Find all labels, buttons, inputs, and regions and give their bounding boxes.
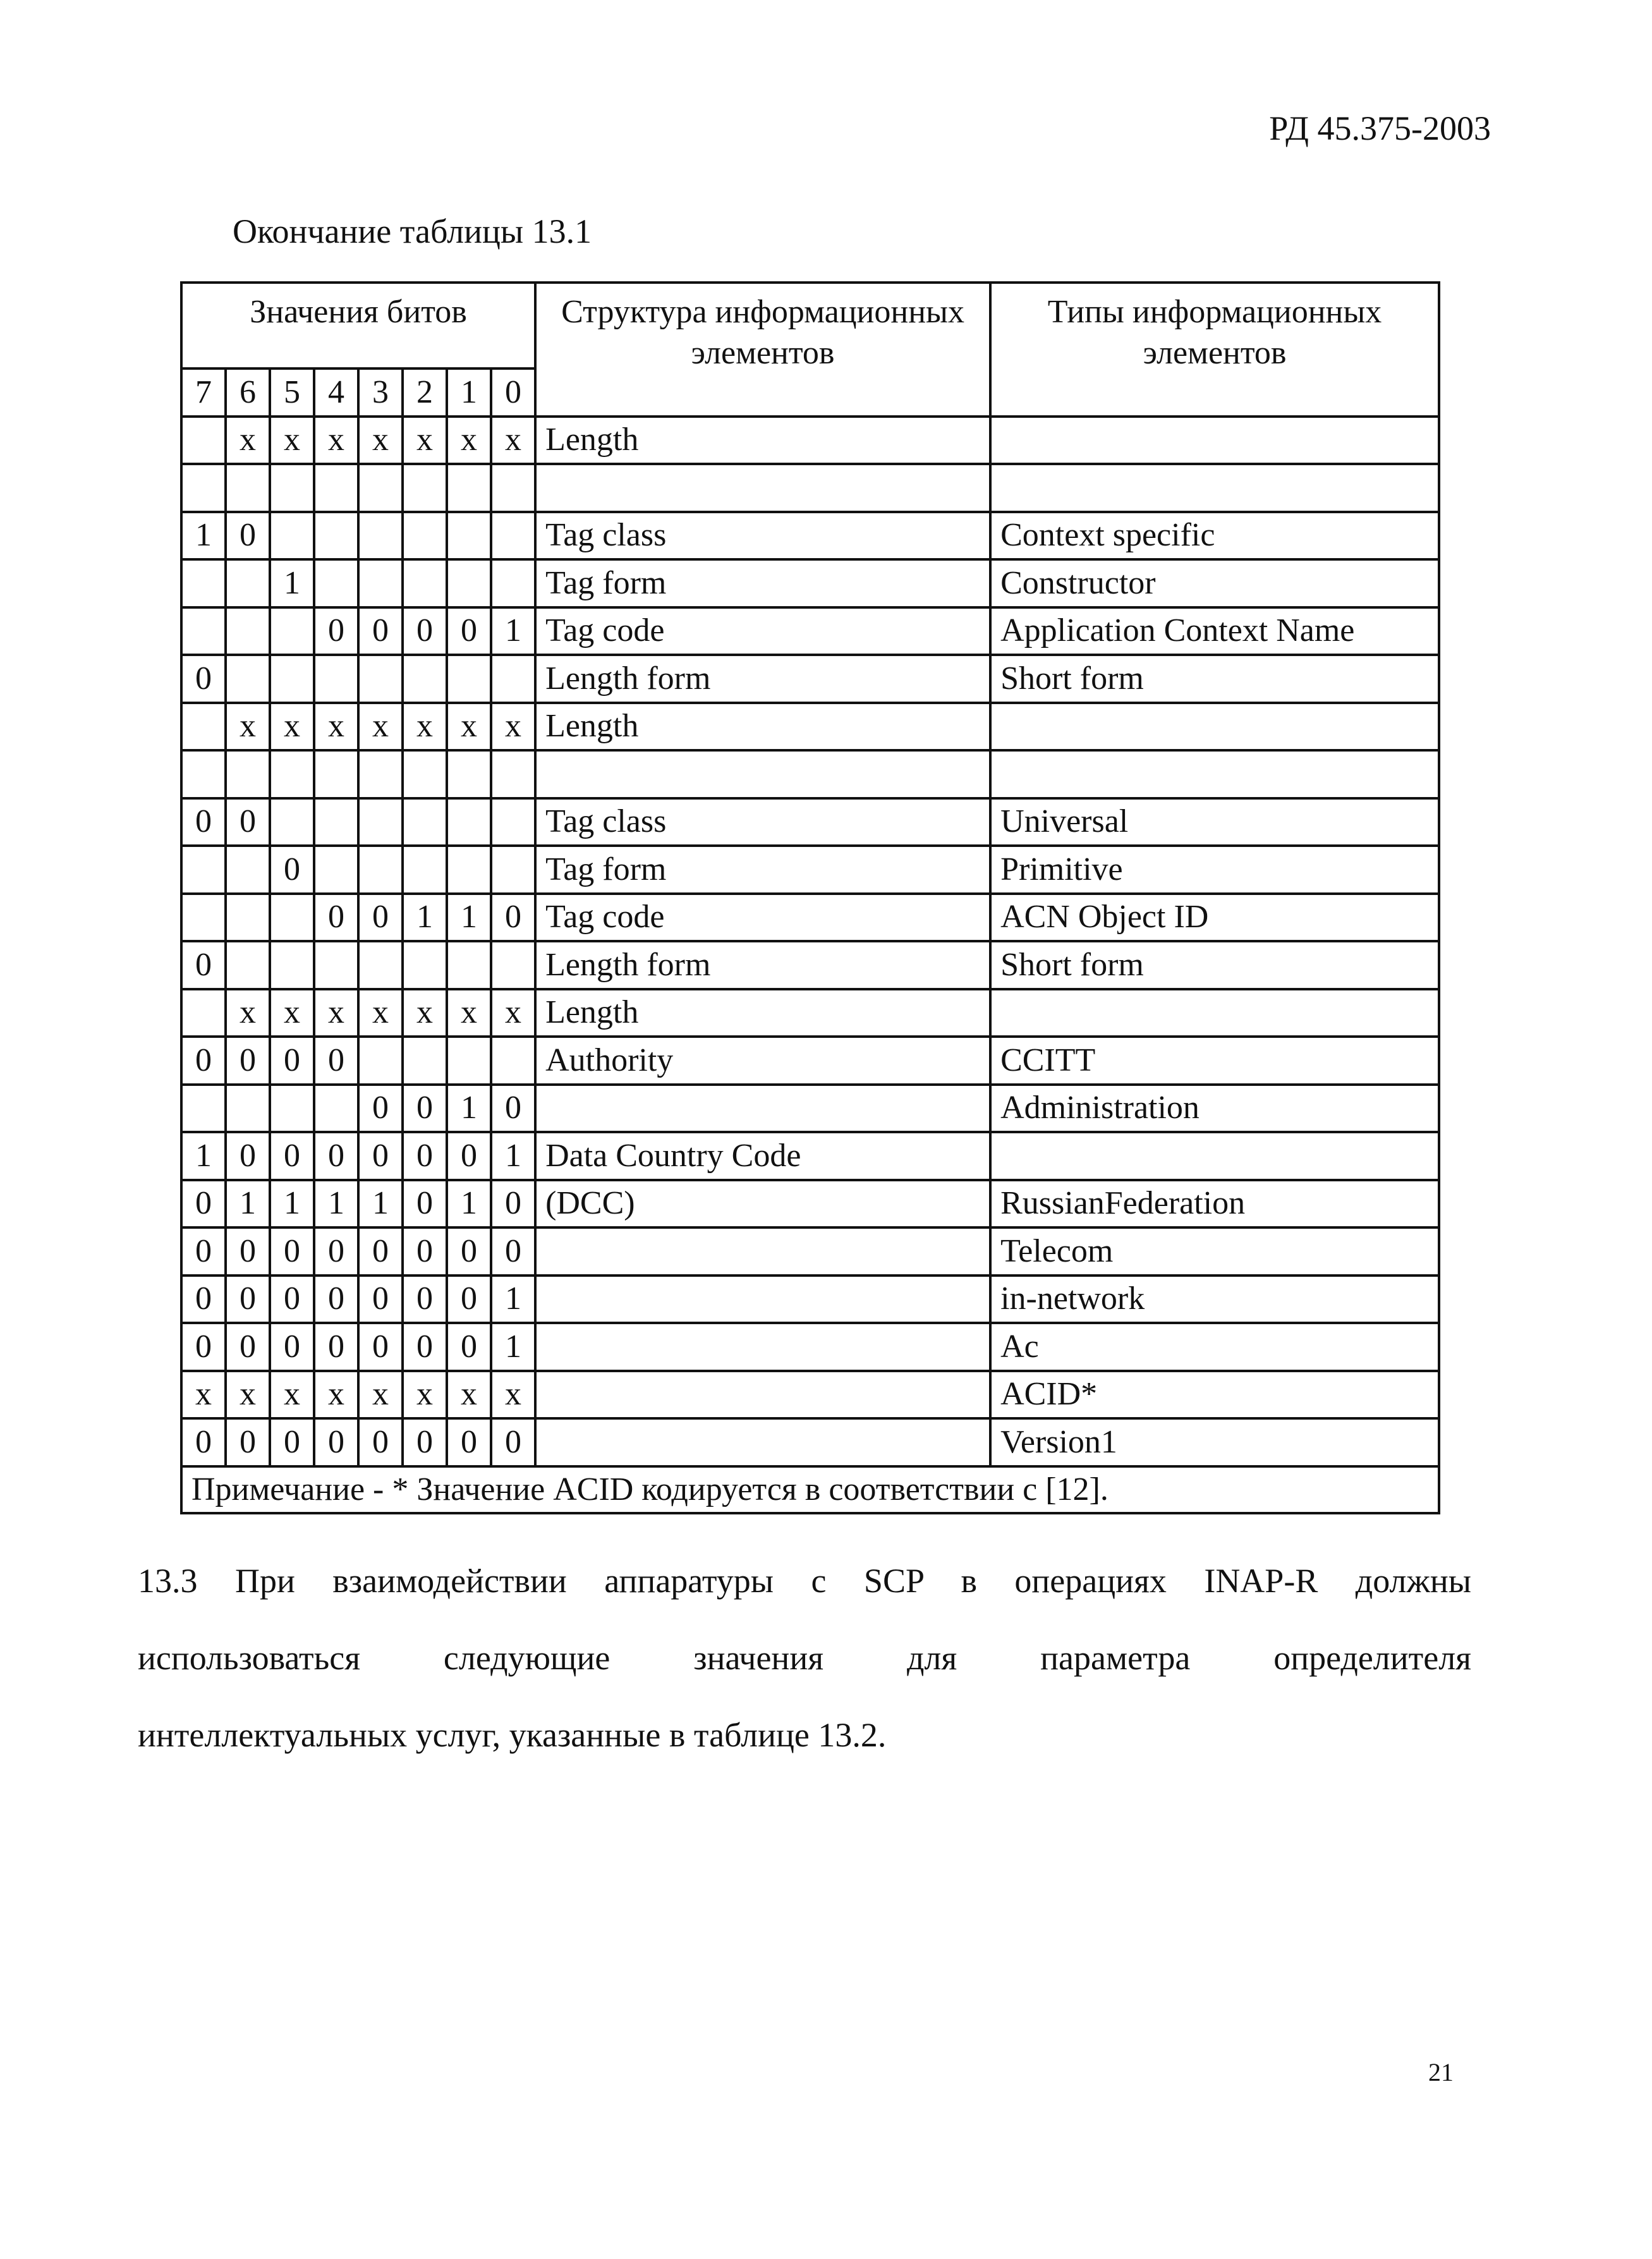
bit-cell — [358, 464, 403, 512]
bit-cell: 1 — [491, 1323, 535, 1371]
bit-cell: 0 — [181, 1276, 226, 1324]
bit-cell: 0 — [314, 1037, 358, 1085]
bit-cell: x — [491, 417, 535, 465]
bit-cell — [314, 798, 358, 846]
type-cell: Version1 — [990, 1418, 1439, 1466]
bit-cell: 0 — [226, 1037, 270, 1085]
bit-cell: x — [358, 703, 403, 751]
bit-cell: 0 — [226, 1276, 270, 1324]
bit-cell — [491, 941, 535, 989]
bit-cell: 0 — [270, 1276, 314, 1324]
bit-cell: x — [358, 1371, 403, 1419]
bit-cell — [181, 846, 226, 894]
bit-cell: 0 — [226, 798, 270, 846]
bit-cell — [447, 559, 491, 607]
type-cell: ACID* — [990, 1371, 1439, 1419]
paragraph-13-3 — [138, 1542, 1471, 1774]
table-row — [181, 1418, 1439, 1466]
bit-cell — [181, 894, 226, 942]
bit-cell — [314, 464, 358, 512]
type-cell: Short form — [990, 655, 1439, 703]
bit-cell — [447, 464, 491, 512]
type-cell — [990, 703, 1439, 751]
structure-cell: Length form — [535, 941, 990, 989]
bit-cell — [226, 941, 270, 989]
bit-cell — [491, 1037, 535, 1085]
bit-cell: x — [447, 1371, 491, 1419]
bit-cell: x — [270, 703, 314, 751]
structure-cell — [535, 1227, 990, 1276]
bit-cell: 0 — [270, 1227, 314, 1276]
type-cell — [990, 464, 1439, 512]
bit-cell — [314, 750, 358, 798]
bit-cell — [314, 512, 358, 560]
bit-cell: 0 — [403, 1276, 447, 1324]
bit-cell: 0 — [181, 1227, 226, 1276]
bit-cell — [403, 655, 447, 703]
structure-cell: Tag form — [535, 559, 990, 607]
bit-cell: 0 — [358, 1085, 403, 1133]
table-row — [181, 1323, 1439, 1371]
bit-cell — [358, 655, 403, 703]
table-caption: Окончание таблицы 13.1 — [233, 212, 592, 250]
bit-cell: x — [314, 703, 358, 751]
bit-cell — [226, 1085, 270, 1133]
table-row — [181, 655, 1439, 703]
bit-cell: 0 — [226, 1418, 270, 1466]
type-cell: Application Context Name — [990, 607, 1439, 655]
bit-cell: 0 — [403, 1418, 447, 1466]
bit-cell: x — [491, 989, 535, 1037]
header-bit-values: Значения битов — [181, 283, 535, 368]
bit-cell: 1 — [447, 1085, 491, 1133]
type-cell: Context specific — [990, 512, 1439, 560]
bit-number: 1 — [447, 368, 491, 417]
paragraph-line: интеллектуальных услуг, указанные в таблице 13.2. — [138, 1716, 887, 1754]
bit-cell — [403, 1037, 447, 1085]
structure-cell — [535, 1085, 990, 1133]
type-cell: Constructor — [990, 559, 1439, 607]
structure-cell: Data Country Code — [535, 1132, 990, 1180]
bit-cell — [181, 1085, 226, 1133]
type-cell: ACN Object ID — [990, 894, 1439, 942]
bit-cell: 1 — [447, 894, 491, 942]
page-number: 21 — [1428, 2058, 1454, 2086]
bit-cell — [270, 750, 314, 798]
bit-cell — [447, 655, 491, 703]
bit-number: 2 — [403, 368, 447, 417]
paragraph-line: использоваться следующие значения для параметра определителя — [138, 1639, 1471, 1677]
type-cell: Telecom — [990, 1227, 1439, 1276]
type-cell: Administration — [990, 1085, 1439, 1133]
bit-cell: 0 — [403, 1132, 447, 1180]
bit-cell: x — [447, 703, 491, 751]
bit-cell — [226, 655, 270, 703]
structure-cell: Tag code — [535, 607, 990, 655]
bit-cell — [270, 607, 314, 655]
bit-cell — [270, 655, 314, 703]
structure-cell: Tag form — [535, 846, 990, 894]
structure-cell: Length — [535, 703, 990, 751]
bit-cell: 0 — [403, 1085, 447, 1133]
bit-cell — [270, 798, 314, 846]
table-row — [181, 417, 1439, 465]
bit-cell — [226, 607, 270, 655]
bit-cell: 0 — [358, 1227, 403, 1276]
structure-cell: Tag class — [535, 512, 990, 560]
bit-number: 6 — [226, 368, 270, 417]
type-cell: Ac — [990, 1323, 1439, 1371]
table-row — [181, 846, 1439, 894]
bit-cell — [226, 750, 270, 798]
bit-cell: 0 — [226, 1227, 270, 1276]
table-row — [181, 989, 1439, 1037]
table-row — [181, 941, 1439, 989]
table-row — [181, 1276, 1439, 1324]
bit-cell: 1 — [181, 1132, 226, 1180]
bit-cell: x — [226, 1371, 270, 1419]
table-row — [181, 1180, 1439, 1228]
table-row — [181, 703, 1439, 751]
bit-cell — [181, 464, 226, 512]
bit-cell: 0 — [270, 1418, 314, 1466]
type-cell — [990, 417, 1439, 465]
bit-cell: 1 — [447, 1180, 491, 1228]
bit-cell: x — [403, 417, 447, 465]
bit-cell — [403, 512, 447, 560]
table-row — [181, 464, 1439, 512]
bit-cell: 0 — [181, 1180, 226, 1228]
document-id: РД 45.375-2003 — [1269, 109, 1491, 147]
bit-cell — [314, 1085, 358, 1133]
bit-cell — [226, 464, 270, 512]
bit-values-table — [180, 281, 1440, 1514]
bit-cell: 0 — [403, 1227, 447, 1276]
bit-cell — [491, 846, 535, 894]
bit-cell: 1 — [491, 1132, 535, 1180]
bit-cell: 0 — [314, 1276, 358, 1324]
bit-cell — [447, 750, 491, 798]
bit-cell: x — [447, 989, 491, 1037]
bit-cell: 1 — [491, 1276, 535, 1324]
bit-cell: 0 — [447, 1418, 491, 1466]
bit-cell: 1 — [270, 1180, 314, 1228]
structure-cell — [535, 464, 990, 512]
bit-cell: x — [403, 989, 447, 1037]
type-cell: Primitive — [990, 846, 1439, 894]
bit-cell: 0 — [181, 655, 226, 703]
bit-cell: 1 — [226, 1180, 270, 1228]
bit-cell: 1 — [491, 607, 535, 655]
bit-cell: 0 — [181, 1323, 226, 1371]
bit-number: 3 — [358, 368, 403, 417]
bit-cell — [358, 750, 403, 798]
bit-cell — [403, 846, 447, 894]
bit-cell — [314, 846, 358, 894]
bit-cell — [447, 846, 491, 894]
bit-cell — [270, 1085, 314, 1133]
bit-number: 0 — [491, 368, 535, 417]
table-row — [181, 798, 1439, 846]
bit-cell: 0 — [447, 1276, 491, 1324]
bit-number: 5 — [270, 368, 314, 417]
bit-cell: x — [181, 1371, 226, 1419]
structure-cell: Length form — [535, 655, 990, 703]
bit-cell: 1 — [358, 1180, 403, 1228]
bit-cell: 0 — [270, 846, 314, 894]
bit-cell: 0 — [491, 894, 535, 942]
bit-cell: x — [314, 1371, 358, 1419]
bit-cell — [181, 989, 226, 1037]
bit-cell — [358, 798, 403, 846]
bit-cell — [270, 512, 314, 560]
structure-cell: (DCC) — [535, 1180, 990, 1228]
bit-cell: 0 — [314, 1132, 358, 1180]
bit-cell: 0 — [358, 894, 403, 942]
table-row — [181, 1227, 1439, 1276]
bit-cell — [447, 1037, 491, 1085]
bit-cell — [270, 894, 314, 942]
bit-number: 4 — [314, 368, 358, 417]
bit-cell: 0 — [314, 1418, 358, 1466]
bit-cell: 0 — [270, 1132, 314, 1180]
bit-cell: 0 — [314, 894, 358, 942]
bit-cell: x — [270, 417, 314, 465]
bit-cell: 0 — [403, 1323, 447, 1371]
structure-cell: Length — [535, 417, 990, 465]
structure-cell: Tag code — [535, 894, 990, 942]
bit-cell: 1 — [314, 1180, 358, 1228]
type-cell: CCITT — [990, 1037, 1439, 1085]
bit-cell — [226, 846, 270, 894]
bit-cell: x — [226, 703, 270, 751]
bit-cell: 0 — [226, 1323, 270, 1371]
table-row — [181, 1085, 1439, 1133]
bit-cell: x — [403, 703, 447, 751]
bit-cell: 0 — [314, 607, 358, 655]
bit-cell — [358, 846, 403, 894]
bit-cell — [491, 798, 535, 846]
bit-cell: x — [491, 703, 535, 751]
bit-cell: x — [358, 989, 403, 1037]
bit-cell: x — [270, 1371, 314, 1419]
structure-cell: Tag class — [535, 798, 990, 846]
bit-cell — [314, 941, 358, 989]
header-structure: Структура информационных элементов — [535, 283, 990, 417]
bit-cell — [491, 655, 535, 703]
type-cell: Universal — [990, 798, 1439, 846]
bit-cell — [447, 512, 491, 560]
table-row — [181, 512, 1439, 560]
bit-cell: 0 — [447, 1227, 491, 1276]
note-row — [181, 1466, 1439, 1513]
table-header-row — [181, 283, 1439, 368]
bit-cell: 0 — [226, 512, 270, 560]
bit-cell — [314, 559, 358, 607]
structure-cell — [535, 1418, 990, 1466]
bit-cell — [491, 512, 535, 560]
type-cell — [990, 750, 1439, 798]
bit-cell — [447, 941, 491, 989]
structure-cell — [535, 750, 990, 798]
bit-cell: 0 — [491, 1418, 535, 1466]
bit-cell — [181, 559, 226, 607]
structure-cell: Authority — [535, 1037, 990, 1085]
bit-cell — [447, 798, 491, 846]
bit-cell — [403, 798, 447, 846]
bit-cell: 0 — [358, 1418, 403, 1466]
bit-cell: x — [226, 989, 270, 1037]
bit-cell — [226, 559, 270, 607]
bit-cell — [491, 464, 535, 512]
bit-cell: x — [270, 989, 314, 1037]
bit-cell: 0 — [181, 1037, 226, 1085]
bit-cell: 0 — [314, 1323, 358, 1371]
table-row — [181, 559, 1439, 607]
bit-cell: 0 — [181, 1418, 226, 1466]
bit-cell — [491, 559, 535, 607]
type-cell: RussianFederation — [990, 1180, 1439, 1228]
bit-cell: 0 — [403, 607, 447, 655]
table-row — [181, 1132, 1439, 1180]
bit-cell — [181, 417, 226, 465]
bit-cell: 0 — [403, 1180, 447, 1228]
bit-cell — [181, 750, 226, 798]
bit-cell — [270, 464, 314, 512]
bit-cell: 0 — [358, 607, 403, 655]
bit-cell: 0 — [270, 1037, 314, 1085]
type-cell — [990, 989, 1439, 1037]
bit-cell: 0 — [358, 1276, 403, 1324]
structure-cell — [535, 1276, 990, 1324]
bit-cell: 0 — [181, 798, 226, 846]
table-row — [181, 894, 1439, 942]
bit-cell: 1 — [403, 894, 447, 942]
bit-cell — [270, 941, 314, 989]
bit-cell — [358, 941, 403, 989]
bit-cell — [181, 703, 226, 751]
structure-cell — [535, 1323, 990, 1371]
bit-cell: x — [314, 989, 358, 1037]
bit-cell: x — [226, 417, 270, 465]
bit-cell — [403, 941, 447, 989]
structure-cell: Length — [535, 989, 990, 1037]
table-row — [181, 750, 1439, 798]
table-body — [181, 417, 1439, 1466]
table-row — [181, 1371, 1439, 1419]
bit-cell: x — [403, 1371, 447, 1419]
bit-cell — [358, 1037, 403, 1085]
bit-cell: 0 — [270, 1323, 314, 1371]
bit-cell: 0 — [491, 1085, 535, 1133]
bit-cell: 0 — [358, 1132, 403, 1180]
structure-cell — [535, 1371, 990, 1419]
bit-cell: 1 — [181, 512, 226, 560]
bit-cell: 0 — [181, 941, 226, 989]
bit-cell — [314, 655, 358, 703]
paragraph-line: 13.3 При взаимодействии аппаратуры с SCP в операциях INAP-R должны — [138, 1562, 1471, 1600]
bit-cell: 0 — [447, 1323, 491, 1371]
bit-cell: 1 — [270, 559, 314, 607]
bit-cell: x — [314, 417, 358, 465]
bit-cell: 0 — [226, 1132, 270, 1180]
bit-cell: 0 — [491, 1227, 535, 1276]
bit-cell — [358, 512, 403, 560]
bit-cell: x — [491, 1371, 535, 1419]
bit-cell: 0 — [447, 607, 491, 655]
bit-cell: x — [447, 417, 491, 465]
bit-cell: 0 — [358, 1323, 403, 1371]
table-note: Примечание - * Значение ACID кодируется в соответствии с [12]. — [181, 1466, 1439, 1513]
bit-cell — [403, 464, 447, 512]
header-types: Типы информационных элементов — [990, 283, 1439, 417]
bit-cell: 0 — [447, 1132, 491, 1180]
bit-cell — [226, 894, 270, 942]
bit-cell — [181, 607, 226, 655]
table-row — [181, 607, 1439, 655]
bit-cell — [403, 559, 447, 607]
bit-cell — [358, 559, 403, 607]
bit-cell — [403, 750, 447, 798]
type-cell: Short form — [990, 941, 1439, 989]
type-cell — [990, 1132, 1439, 1180]
type-cell: in-network — [990, 1276, 1439, 1324]
bit-cell: 0 — [491, 1180, 535, 1228]
bit-number: 7 — [181, 368, 226, 417]
bit-cell: 0 — [314, 1227, 358, 1276]
bit-cell — [491, 750, 535, 798]
bit-cell: x — [358, 417, 403, 465]
table-row — [181, 1037, 1439, 1085]
